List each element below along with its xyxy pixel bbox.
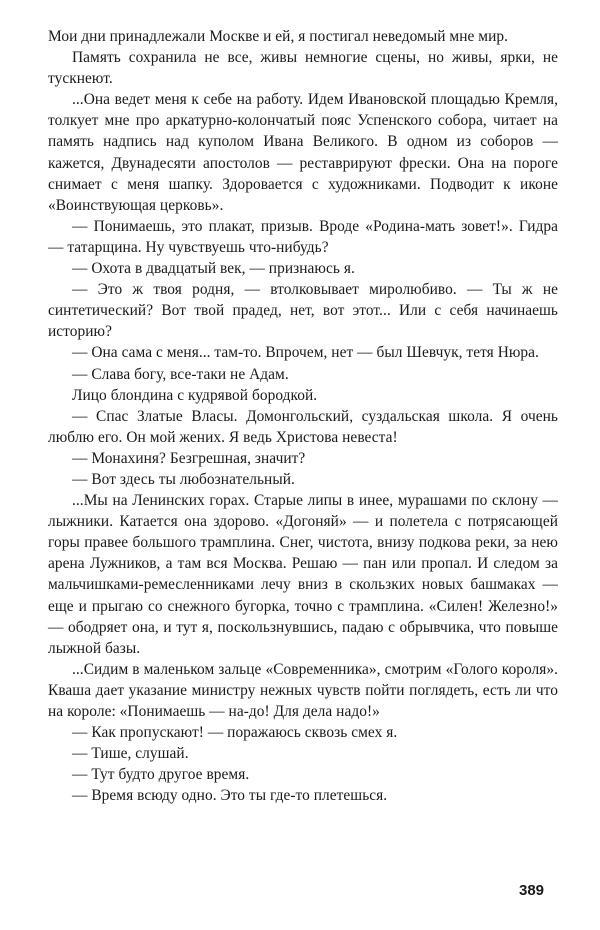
dialogue-line: — Спас Златые Власы. Домонгольский, суздальская школа. Я очень люблю его. Он мой жених. Я ведь Христова невеста! [48, 407, 558, 446]
dialogue-line: — Время всюду одно. Это ты где-то плетешься. [72, 787, 388, 805]
paragraph: Лицо блондина с кудрявой бородкой. [72, 386, 318, 404]
paragraph: ...Мы на Ленинских горах. Старые липы в инее, мурашами по склону — лыжники. Катается она здорово. «Догоняй» — и полетела с потрясающей горы правее большого трамплина. Снег, чистота, внизу подкова реки, за нею арена Лужников, а там вся Москва. Решаю — пан или пропал. И следом за мальчишками-ремесленниками лечу вниз в скользких новых башмаках — еще и прыгаю со снежного бугорка, точно с трамплина. «Силен! Железно!» — ободряет она, и тут я, поскользнувшись, падаю с обрывчика, что повыше лыжной базы. [48, 492, 558, 657]
paragraph: ...Она ведет меня к себе на работу. Идем Ивановской площадью Кремля, толкует мне про аркатурно-колончатый пояс Успенского собора, читает на память надпись над куполом Ивана Великого. В одном из соборов — кажется, Двунадесяти апостолов — реставрируют фрески. Она на пороге снимает с меня шапку. Здоровается с художниками. Подводит к иконе «Воинствующая церковь». [48, 91, 558, 214]
dialogue-line: — Вот здесь ты любознательный. [72, 470, 295, 488]
page-number: 389 [519, 882, 545, 899]
paragraph: Память сохранила не все, живы немногие сцены, но живы, ярки, не тускнеют. [48, 49, 558, 88]
paragraph: ...Сидим в маленьком зальце «Современника», смотрим «Голого короля». Кваша дает указание министру нежных чувств пойти поглядеть, есть ли что на короле: «Понимаешь — на-до! Для дела надо!» [48, 660, 558, 720]
dialogue-line: — Монахиня? Безгрешная, значит? [72, 449, 306, 467]
dialogue-line: — Охота в двадцатый век, — признаюсь я. [72, 260, 355, 278]
dialogue-line: — Тут будто другое время. [72, 766, 250, 784]
dialogue-line: — Как пропускают! — поражаюсь сквозь смех я. [72, 724, 398, 742]
dialogue-line: — Слава богу, все-таки не Адам. [72, 365, 289, 383]
dialogue-line: — Понимаешь, это плакат, призыв. Вроде «Родина-мать зовет!». Гидра — татарщина. Ну чувствуешь что-нибудь? [48, 217, 558, 256]
dialogue-line: — Она сама с меня... там-то. Впрочем, нет — был Шевчук, тетя Нюра. [72, 344, 539, 362]
book-page [48, 26, 558, 806]
paragraph: Мои дни принадлежали Москве и ей, я постигал неведомый мне мир. [48, 28, 508, 45]
dialogue-line: — Тише, слушай. [72, 745, 189, 763]
dialogue-line: — Это ж твоя родня, — втолковывает миролюбиво. — Ты ж не синтетический? Вот твой прадед, нет, вот этот... Или с себя начинаешь историю? [48, 281, 558, 341]
